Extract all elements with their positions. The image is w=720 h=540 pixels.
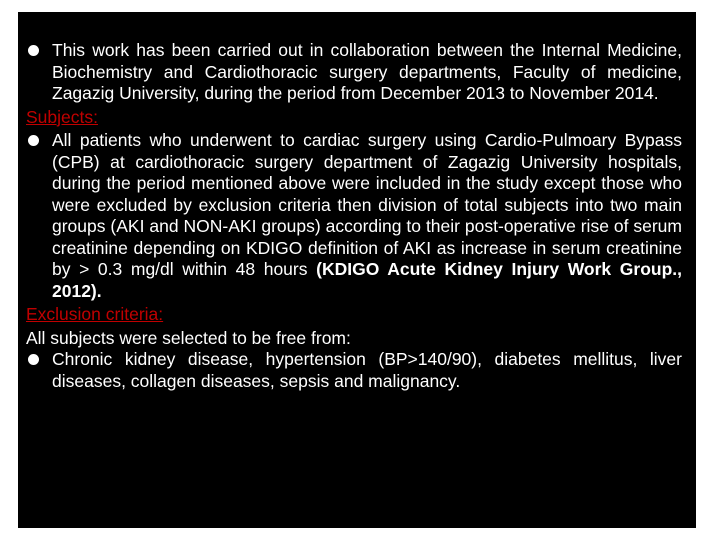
slide-content (26, 40, 682, 392)
bullet-dot-icon (28, 45, 39, 56)
bullet-dot-icon (28, 135, 39, 146)
exclusion-bullet (26, 349, 682, 392)
bullet-dot-icon (28, 354, 39, 365)
subjects-bullet (26, 130, 682, 302)
exclusion-intro: All subjects were selected to be free from: (26, 327, 351, 348)
slide (18, 12, 696, 528)
exclusion-bullet-text: Chronic kidney disease, hypertension (BP>140/90), diabetes mellitus, liver diseases, collagen diseases, sepsis and malignancy. (52, 349, 682, 391)
intro-bullet-text: This work has been carried out in collaboration between the Internal Medicine, Biochemistry and Cardiothoracic surgery departments, Faculty of medicine, Zagazig University, during the period from December 2013 to November 2014. (52, 40, 682, 103)
subjects-bullet-text: All patients who underwent to cardiac surgery using Cardio-Pulmoary Bypass (CPB) at cardiothoracic surgery department of Zagazig University hospitals, during the period mentioned above were included in the study except those who were excluded by exclusion criteria then division of total subjects into two main groups (AKI and NON-AKI groups) according to their post-operative rise of serum creatinine depending on KDIGO definition of AKI as increase in serum creatinine by > 0.3 mg/dl within 48 hours (52, 130, 682, 279)
intro-bullet (26, 40, 682, 105)
subjects-reference: (KDIGO Acute Kidney Injury Work Group., 2012). (52, 259, 682, 301)
exclusion-heading: Exclusion criteria: (26, 304, 164, 324)
subjects-heading: Subjects: (26, 106, 98, 127)
